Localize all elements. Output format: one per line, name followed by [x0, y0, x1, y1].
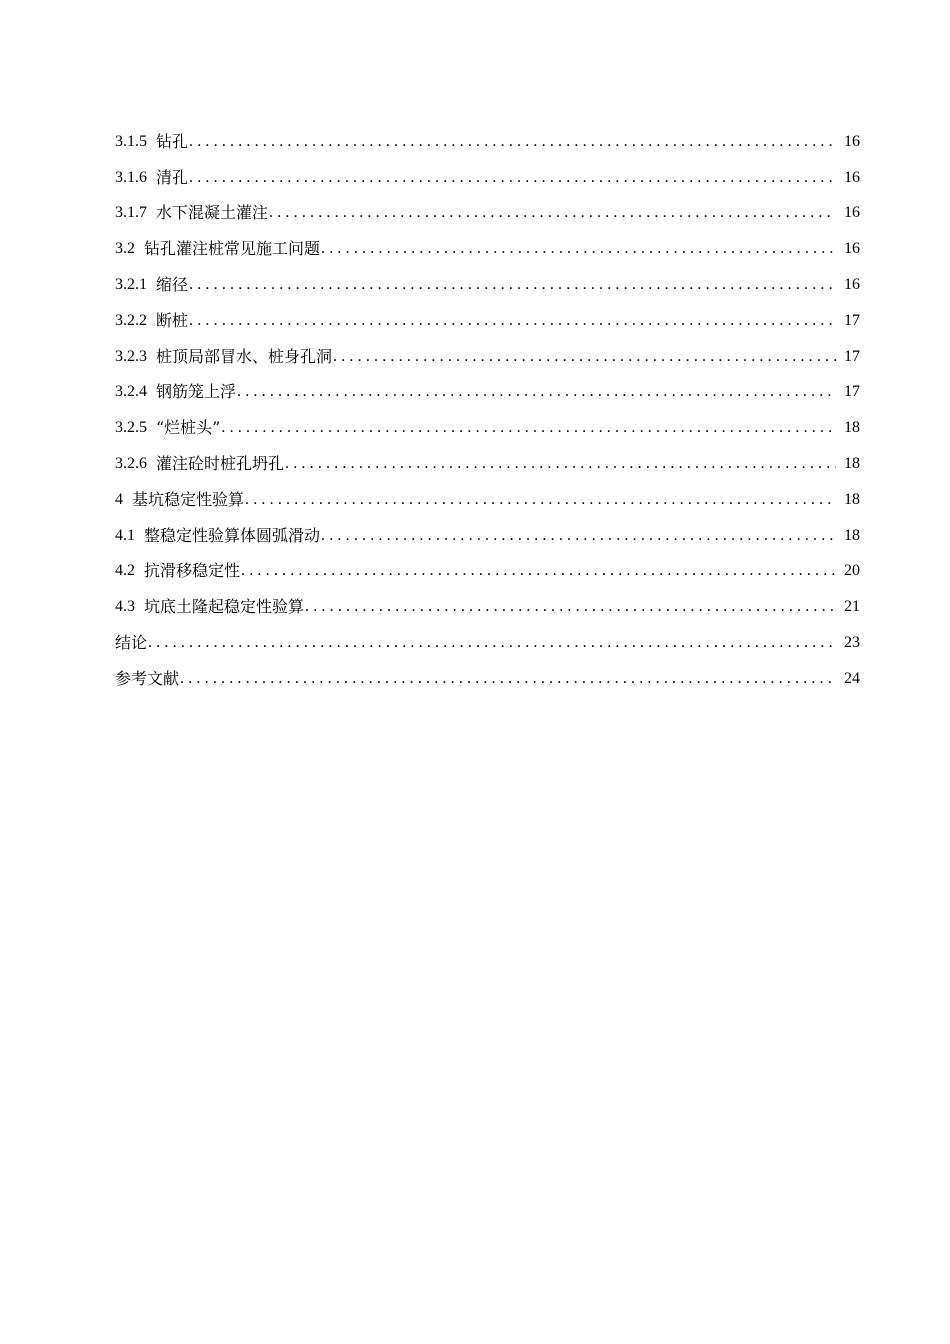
toc-entry-number: 3.2.5	[115, 419, 147, 437]
toc-entry[interactable]	[115, 191, 860, 227]
toc-entry[interactable]	[115, 441, 860, 477]
toc-dot-leader	[189, 272, 836, 298]
toc-dot-leader	[221, 415, 836, 441]
toc-entry-page-number: 18	[844, 454, 860, 472]
toc-entry-title: 参考文献	[115, 668, 180, 688]
toc-entry-page-number: 20	[844, 562, 860, 580]
toc-dot-leader	[189, 308, 836, 334]
toc-entry[interactable]	[115, 656, 860, 692]
toc-entry-page-number: 16	[844, 204, 860, 222]
toc-dot-leader	[148, 630, 836, 656]
toc-entry-title: 钢筋笼上浮	[156, 382, 237, 402]
toc-entry[interactable]	[115, 477, 860, 513]
toc-entry-page-number: 16	[844, 132, 860, 150]
toc-entry[interactable]	[115, 513, 860, 549]
toc-entry[interactable]	[115, 262, 860, 298]
toc-entry-page-number: 18	[844, 526, 860, 544]
toc-entry-title: 断桩	[156, 310, 189, 330]
toc-dot-leader	[241, 558, 836, 584]
toc-entry-title: 缩径	[156, 274, 189, 294]
toc-entry-number: 3.2.2	[115, 311, 147, 329]
toc-dot-leader	[269, 200, 836, 226]
toc-entry[interactable]	[115, 549, 860, 585]
toc-entry[interactable]	[115, 584, 860, 620]
toc-entry-number: 3.2.4	[115, 383, 147, 401]
toc-entry[interactable]	[115, 620, 860, 656]
toc-entry-page-number: 24	[844, 669, 860, 687]
table-of-contents	[115, 119, 860, 692]
toc-entry-title: 结论	[115, 632, 148, 652]
toc-entry[interactable]	[115, 334, 860, 370]
toc-entry-number: 4.3	[115, 598, 135, 616]
toc-dot-leader	[333, 344, 836, 370]
toc-entry-page-number: 17	[844, 383, 860, 401]
toc-dot-leader	[180, 666, 836, 692]
toc-entry-title: 清孔	[156, 167, 189, 187]
toc-entry[interactable]	[115, 226, 860, 262]
toc-entry-page-number: 17	[844, 347, 860, 365]
toc-entry-page-number: 21	[844, 598, 860, 616]
toc-entry-page-number: 18	[844, 419, 860, 437]
toc-dot-leader	[237, 379, 836, 405]
toc-entry-title: 基坑稳定性验算	[132, 489, 245, 509]
toc-entry[interactable]	[115, 119, 860, 155]
toc-entry-page-number: 23	[844, 633, 860, 651]
toc-entry-number: 3.1.5	[115, 132, 147, 150]
toc-entry-number: 3.2.6	[115, 454, 147, 472]
toc-entry[interactable]	[115, 155, 860, 191]
toc-entry-number: 4.2	[115, 562, 135, 580]
toc-dot-leader	[321, 236, 836, 262]
toc-dot-leader	[305, 594, 836, 620]
toc-dot-leader	[321, 523, 836, 549]
toc-entry[interactable]	[115, 405, 860, 441]
toc-entry-page-number: 16	[844, 240, 860, 258]
toc-entry-number: 4.1	[115, 526, 135, 544]
toc-entry-number: 3.2.1	[115, 275, 147, 293]
toc-entry-number: 3.2	[115, 240, 135, 258]
toc-entry-title: 钻孔灌注桩常见施工问题	[144, 239, 321, 259]
toc-dot-leader	[245, 487, 836, 513]
toc-entry-page-number: 16	[844, 168, 860, 186]
toc-entry-page-number: 16	[844, 275, 860, 293]
toc-entry-title: 抗滑移稳定性	[144, 561, 241, 581]
toc-entry[interactable]	[115, 370, 860, 406]
toc-entry-title: 整稳定性验算体圆弧滑动	[144, 525, 321, 545]
toc-entry-title: “烂桩头”	[156, 418, 221, 438]
toc-entry-title: 桩顶局部冒水、桩身孔洞	[156, 346, 333, 366]
toc-entry-number: 3.2.3	[115, 347, 147, 365]
toc-entry-title: 水下混凝土灌注	[156, 203, 269, 223]
toc-dot-leader	[189, 165, 836, 191]
toc-entry-page-number: 17	[844, 311, 860, 329]
toc-entry-title: 钻孔	[156, 131, 189, 151]
toc-dot-leader	[189, 129, 836, 155]
toc-entry-title: 坑底土隆起稳定性验算	[144, 597, 305, 617]
toc-dot-leader	[285, 451, 836, 477]
toc-entry-number: 4	[115, 490, 123, 508]
toc-entry[interactable]	[115, 298, 860, 334]
toc-entry-title: 灌注砼时桩孔坍孔	[156, 453, 285, 473]
toc-entry-page-number: 18	[844, 490, 860, 508]
toc-entry-number: 3.1.7	[115, 204, 147, 222]
toc-entry-number: 3.1.6	[115, 168, 147, 186]
